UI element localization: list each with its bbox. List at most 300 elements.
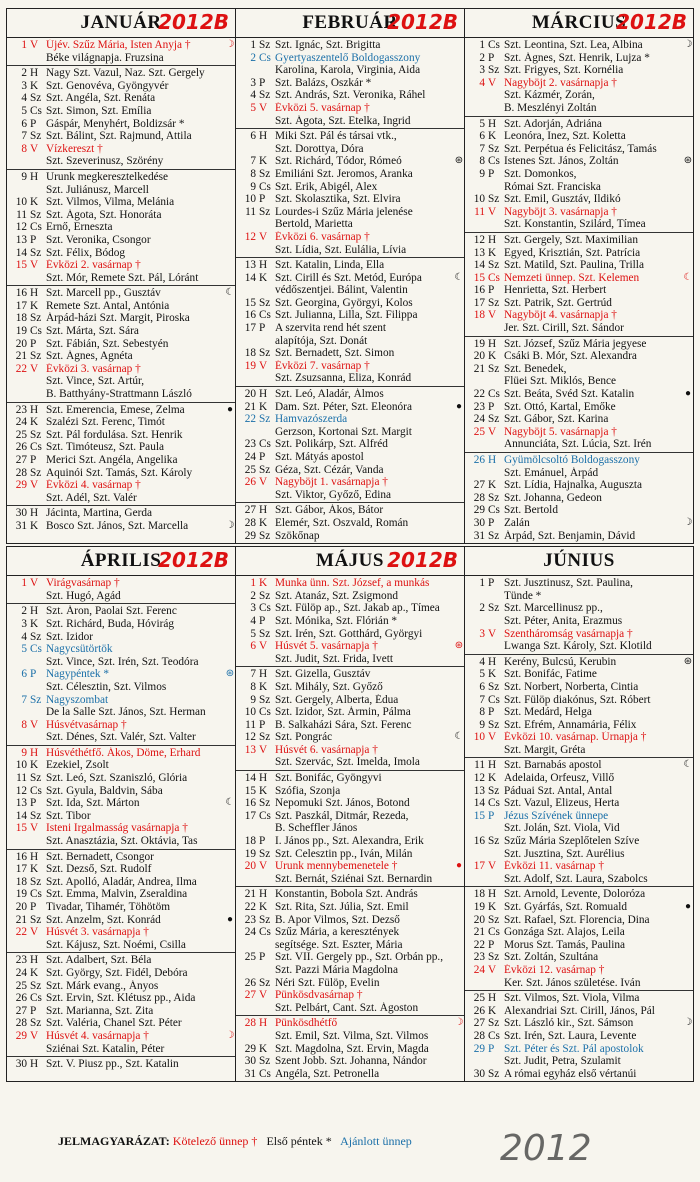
day-number: 29 (244, 1042, 256, 1055)
week-block (7, 38, 235, 66)
weekday: Sz (259, 797, 271, 810)
day-text: Szt. Simon, Szt. Emília (46, 104, 152, 117)
weekday: H (259, 504, 268, 517)
day-number: 1 (479, 39, 485, 51)
day-number: 9 (250, 693, 256, 706)
day-text: Szt. Atanáz, Szt. Zsigmond (275, 589, 398, 602)
day-number: 7 (21, 130, 27, 143)
day-row (7, 118, 235, 131)
day-number: 29 (15, 1029, 27, 1042)
day-text: Szt. Celesztin pp., Iván, Milán (275, 847, 413, 860)
day-number (7, 706, 29, 719)
day-text: Szt. Veronika, Csongor (46, 233, 151, 246)
day-text: Szt. Ágnes, Agnéta (46, 350, 133, 363)
month-június (464, 547, 694, 1081)
day-number: 5 (250, 101, 256, 114)
weekday (487, 977, 502, 990)
day-row (7, 143, 235, 156)
day-row (236, 143, 464, 156)
day-number: 6 (250, 640, 256, 653)
day-number (465, 615, 487, 628)
day-row (236, 977, 464, 990)
moon-phase-icon (683, 401, 693, 414)
weekday: H (30, 507, 39, 520)
day-number: 10 (15, 196, 27, 209)
moon-phase-icon (683, 492, 693, 505)
year-stamp: 2012B (387, 548, 458, 573)
moon-phase-icon (454, 590, 464, 603)
day-number: 23 (15, 954, 27, 967)
moon-phase-icon (683, 426, 693, 439)
moon-phase-icon (225, 1058, 235, 1071)
day-row (465, 706, 693, 719)
day-number (236, 335, 258, 348)
day-row (7, 914, 235, 927)
day-text: Szt. Emil, Gusztáv, Ildikó (504, 193, 621, 206)
day-row (7, 492, 235, 505)
day-number (7, 52, 29, 65)
day-text: Flüei Szt. Miklós, Bence (504, 375, 617, 388)
day-text: Adelaida, Orfeusz, Villő (504, 772, 615, 785)
day-row (236, 77, 464, 90)
day-number: 14 (244, 271, 256, 284)
day-row (7, 67, 235, 80)
day-text: Nagycsütörtök (46, 643, 113, 656)
day-row (236, 193, 464, 206)
day-row (7, 863, 235, 876)
day-number: 23 (244, 438, 256, 451)
day-text: Szt. Balázs, Oszkár * (275, 76, 372, 89)
day-number: 16 (244, 309, 256, 322)
weekday (258, 244, 273, 257)
day-number: 27 (244, 504, 256, 517)
moon-phase-icon (225, 441, 235, 454)
day-text: Szt. Lídia, Szt. Eulália, Lívia (275, 243, 407, 256)
weekday (258, 756, 273, 769)
moon-phase-icon: ☾ (454, 271, 464, 283)
weekday (258, 284, 273, 297)
day-text: Húsvétvasárnap † (46, 718, 127, 731)
day-number (236, 284, 258, 297)
weekday: Cs (488, 155, 500, 168)
day-number: 25 (15, 979, 27, 992)
moon-phase-icon (225, 876, 235, 889)
day-row (236, 272, 464, 285)
day-number: 6 (479, 130, 485, 143)
day-text: Szt. Bernát, Sziénai Szt. Bernardin (275, 872, 433, 885)
day-text: Páduai Szt. Antal, Antal (504, 784, 613, 797)
day-text: Szt. Emánuel, Árpád (504, 466, 599, 479)
moon-phase-icon (683, 615, 693, 628)
month-március (464, 9, 694, 543)
moon-phase-icon (683, 873, 693, 886)
moon-phase-icon (454, 193, 464, 206)
day-text: Nagy Szt. Vazul, Naz. Szt. Gergely (46, 67, 205, 80)
day-number: 21 (473, 926, 485, 939)
moon-phase-icon (683, 810, 693, 823)
day-row (465, 577, 693, 590)
moon-phase-icon (225, 143, 235, 156)
day-text: Szt. Gergely, Szt. Maximilian (504, 233, 638, 246)
day-text: Szt. Adalbert, Szt. Béla (46, 954, 152, 967)
day-text: Szt. Frigyes, Szt. Kornélia (504, 64, 624, 77)
day-row (236, 89, 464, 102)
moon-phase-icon (225, 350, 235, 363)
day-row (236, 888, 464, 901)
moon-phase-icon: ☽ (683, 516, 693, 528)
weekday: H (30, 746, 39, 759)
weekday: Sz (488, 680, 500, 693)
moon-phase-icon (225, 577, 235, 590)
weekday: H (488, 337, 497, 350)
day-row (236, 706, 464, 719)
day-row (465, 1043, 693, 1056)
day-text: Jer. Szt. Cirill, Szt. Sándor (504, 322, 624, 335)
day-text: I. János pp., Szt. Alexandra, Erik (275, 835, 424, 848)
day-number: 5 (21, 104, 27, 117)
day-text: Szt. Kájusz, Szt. Noémi, Csilla (46, 938, 186, 951)
moon-phase-icon (225, 454, 235, 467)
weekday: Sz (488, 784, 500, 797)
day-row (7, 772, 235, 785)
day-text: B. Batthyány-Strattmann László (46, 388, 192, 401)
day-text: Szt. Adél, Szt. Valér (46, 491, 137, 504)
moon-phase-icon (683, 835, 693, 848)
day-row (7, 350, 235, 363)
day-text: alapítója, Szt. Donát (275, 334, 368, 347)
weekday (258, 335, 273, 348)
moon-phase-icon: ☽ (683, 1017, 693, 1029)
day-row (236, 719, 464, 732)
moon-phase-icon (454, 322, 464, 335)
moon-phase-icon (454, 530, 464, 543)
day-text: Szt. Mór, Remete Szt. Pál, Lóránt (46, 271, 199, 284)
day-row (465, 118, 693, 131)
moon-phase-icon (225, 196, 235, 209)
day-text: Szt. Ágota, Szt. Honoráta (46, 208, 162, 221)
day-text: Szt. Péter és Szt. Pál apostolok (504, 1042, 644, 1055)
day-number: 24 (244, 451, 256, 463)
week-block (236, 771, 464, 887)
weekday (487, 822, 502, 835)
moon-phase-icon: ● (455, 860, 463, 872)
day-number: 30 (15, 1058, 27, 1071)
moon-phase-icon (454, 888, 464, 901)
day-text: Szt. Norbert, Norberta, Cintia (504, 680, 639, 693)
weekday: V (488, 425, 497, 438)
day-text: Szt. Paszkál, Ditmár, Rezeda, (275, 809, 409, 822)
day-text: Szt. Bertold (504, 504, 558, 517)
day-number (236, 653, 258, 666)
moon-phase-icon (454, 1030, 464, 1043)
day-number (465, 590, 487, 603)
weekday: P (488, 1042, 495, 1055)
weekday: Sz (259, 627, 271, 640)
weekday: P (30, 1004, 37, 1017)
weekday: V (259, 640, 268, 653)
day-text: Szentháromság vasárnapja † (504, 627, 633, 640)
day-row (465, 951, 693, 964)
day-number: 14 (473, 259, 485, 272)
weekday (29, 656, 44, 669)
weekday: Sz (30, 466, 42, 479)
day-row (236, 901, 464, 914)
week-block (236, 887, 464, 1016)
day-text: Nemzeti ünnep. Szt. Kelemen (504, 271, 640, 284)
day-text: Gonzága Szt. Alajos, Leila (504, 926, 625, 939)
moon-phase-icon (454, 615, 464, 628)
weekday (487, 218, 502, 231)
day-text: Szt. Gergely, Alberta, Édua (275, 693, 399, 706)
day-text: Évközi 7. vasárnap † (275, 359, 370, 372)
day-number: 5 (250, 627, 256, 640)
day-number: 15 (473, 809, 485, 822)
calendar-sheet (6, 8, 694, 1082)
moon-phase-icon (683, 64, 693, 77)
moon-phase-icon (683, 822, 693, 835)
weekday: P (259, 835, 266, 848)
day-number: 18 (473, 309, 485, 322)
day-row (7, 388, 235, 401)
day-number: 20 (473, 350, 485, 363)
day-text: Szökőnap (275, 529, 320, 542)
day-text: Szt. Vince, Szt. Artúr, (46, 375, 145, 388)
weekday: Sz (30, 246, 42, 259)
day-text: Szűz Mária, a keresztények (275, 926, 400, 939)
moon-phase-icon: ⊛ (225, 668, 235, 680)
day-text: Szt. Bernadett, Csongor (46, 850, 154, 863)
moon-phase-icon (225, 312, 235, 325)
weekday: Sz (259, 976, 271, 989)
day-row (465, 181, 693, 194)
day-text: Szt. Emil, Szt. Vilma, Szt. Vilmos (275, 1029, 429, 1042)
day-text: Szt. Vilmos, Szt. Viola, Vilma (504, 992, 640, 1005)
day-number: 16 (244, 797, 256, 810)
day-number: 18 (473, 888, 485, 901)
day-number (7, 590, 29, 603)
day-text: Sziénai Szt. Katalin, Péter (46, 1042, 165, 1055)
day-number: 12 (473, 233, 485, 246)
month-header (236, 9, 464, 38)
weekday: Cs (488, 388, 500, 401)
moon-phase-icon: ☽ (225, 519, 235, 531)
moon-phase-icon (454, 413, 464, 426)
day-text: Árpád, Szt. Benjamin, Dávid (504, 529, 636, 542)
weekday: Cs (30, 888, 42, 901)
moon-phase-icon (683, 504, 693, 517)
moon-phase-icon (683, 218, 693, 231)
day-text: Szt. Irén, Szt. Gotthárd, Györgyi (275, 627, 423, 640)
day-text: Gáspár, Menyhért, Boldizsár * (46, 117, 185, 130)
day-row (7, 694, 235, 707)
weekday (29, 681, 44, 694)
day-row (236, 797, 464, 810)
day-number: 22 (473, 938, 485, 951)
weekday: Cs (30, 221, 42, 234)
moon-phase-icon: ● (455, 400, 463, 412)
day-row (465, 992, 693, 1005)
weekday: Sz (259, 89, 271, 102)
weekday: Sz (30, 130, 42, 143)
day-text: Szt. Gizella, Gusztáv (275, 668, 371, 681)
day-number: 2 (479, 602, 485, 615)
day-row (465, 102, 693, 115)
day-row (465, 848, 693, 861)
day-number: 15 (15, 259, 27, 272)
day-row (7, 441, 235, 454)
week-block (236, 258, 464, 387)
weekday (487, 744, 502, 757)
moon-phase-icon (454, 1043, 464, 1056)
weekday (487, 438, 502, 451)
day-text: Bertold, Marietta (275, 218, 353, 231)
weekday: Cs (488, 1029, 500, 1042)
moon-phase-icon (683, 719, 693, 732)
moon-phase-icon (683, 577, 693, 590)
day-text: Szt. Matild, Szt. Paulina, Trilla (504, 259, 644, 272)
day-row (7, 209, 235, 222)
moon-phase-icon (225, 681, 235, 694)
day-text: Szt. Péter, Anita, Erazmus (504, 614, 623, 627)
month-name: FEBRUÁR (302, 12, 398, 33)
day-text: Szt. Beáta, Svéd Szt. Katalin (504, 388, 635, 401)
weekday: Cs (259, 180, 271, 193)
day-row (465, 413, 693, 426)
day-number: 10 (244, 193, 256, 206)
day-row (236, 388, 464, 401)
day-text: segítsége. Szt. Eszter, Mária (275, 938, 403, 951)
legend-recommended: Ajánlott ünnep (340, 1134, 412, 1148)
weekday: Cs (259, 926, 271, 939)
moon-phase-icon (225, 719, 235, 732)
weekday: Sz (30, 630, 42, 643)
year-stamp: 2012B (616, 10, 687, 34)
weekday: P (30, 668, 37, 681)
day-row (236, 772, 464, 785)
month-header (236, 547, 464, 576)
day-number: 15 (473, 271, 485, 284)
day-number: 21 (244, 400, 256, 413)
day-number (465, 873, 487, 886)
day-number: 26 (244, 476, 256, 489)
weekday: Cs (30, 992, 42, 1005)
day-text: Szt. Richárd, Buda, Hóvirág (46, 617, 175, 630)
day-text: Szt. Pál fordulása. Szt. Henrik (46, 428, 183, 441)
day-text: Szt. Izidor (46, 630, 94, 643)
day-text: Egyed, Krisztián, Szt. Patrícia (504, 246, 641, 259)
day-number: 12 (473, 772, 485, 785)
moon-phase-icon (683, 206, 693, 219)
day-row (236, 873, 464, 886)
moon-phase-icon (454, 168, 464, 181)
day-text: Szt. Jolán, Szt. Viola, Vid (504, 822, 620, 835)
weekday: V (259, 989, 268, 1002)
day-row (465, 719, 693, 732)
day-number: 19 (15, 325, 27, 338)
week-block (7, 66, 235, 170)
day-text: Nepomuki Szt. János, Botond (275, 797, 410, 810)
day-number: 28 (473, 1029, 485, 1042)
moon-phase-icon (225, 259, 235, 272)
day-text: Szt. Georgina, Györgyi, Kolos (275, 296, 413, 309)
weekday: K (488, 668, 497, 681)
moon-phase-icon (454, 284, 464, 297)
moon-phase-icon: ☾ (225, 287, 235, 299)
calendar-top-half (6, 8, 694, 544)
day-text: Évközi 2. vasárnap † (46, 259, 141, 272)
weekday: P (30, 901, 37, 913)
month-name: JÚNIUS (543, 550, 615, 572)
weekday: P (259, 614, 266, 627)
day-text: Lwanga Szt. Károly, Szt. Klotild (504, 640, 652, 653)
day-row (7, 822, 235, 835)
day-row (465, 694, 693, 707)
day-row (236, 476, 464, 489)
moon-phase-icon (454, 372, 464, 385)
moon-phase-icon (683, 322, 693, 335)
week-block (236, 503, 464, 543)
day-number (465, 89, 487, 102)
moon-phase-icon (454, 89, 464, 102)
weekday (29, 184, 44, 197)
moon-phase-icon (225, 388, 235, 401)
day-row (7, 130, 235, 143)
day-text: Szt. VII. Gergely pp., Szt. Orbán pp., (275, 951, 444, 964)
moon-phase-icon (225, 656, 235, 669)
weekday: K (30, 416, 39, 429)
day-row (236, 860, 464, 873)
weekday: K (488, 479, 497, 492)
day-number: 1 (250, 39, 256, 51)
day-row (7, 234, 235, 247)
day-row (236, 489, 464, 502)
day-number: 24 (15, 966, 27, 979)
moon-phase-icon (225, 1017, 235, 1030)
day-number: 26 (473, 1004, 485, 1017)
moon-phase-icon (683, 89, 693, 102)
day-row (236, 517, 464, 530)
moon-phase-icon (454, 951, 464, 964)
week-block (7, 953, 235, 1057)
weekday: H (488, 655, 497, 668)
moon-phase-icon (225, 605, 235, 618)
day-text: Szt. Ottó, Kartal, Emőke (504, 400, 616, 413)
weekday: K (259, 400, 268, 413)
weekday: Sz (488, 718, 500, 731)
day-number: 14 (244, 772, 256, 785)
day-number: 8 (250, 167, 256, 180)
day-row (465, 193, 693, 206)
day-number: 14 (15, 246, 27, 259)
weekday (29, 388, 44, 401)
moon-phase-icon (454, 1002, 464, 1015)
week-block (236, 576, 464, 667)
weekday: Sz (30, 350, 42, 363)
day-row (236, 206, 464, 219)
moon-phase-icon (454, 64, 464, 77)
week-block (236, 667, 464, 771)
day-row (236, 602, 464, 615)
day-row (7, 80, 235, 93)
day-text: Konstantin, Bobola Szt. András (275, 888, 418, 901)
weekday: K (488, 130, 497, 143)
moon-phase-icon (225, 67, 235, 80)
moon-phase-icon (225, 118, 235, 131)
moon-phase-icon (454, 231, 464, 244)
day-text: Szt. Ágnes, Szt. Henrik, Lujza * (504, 51, 650, 64)
day-text: Szt. Mónika, Szt. Flórián * (275, 614, 398, 627)
weekday: Sz (488, 362, 500, 375)
